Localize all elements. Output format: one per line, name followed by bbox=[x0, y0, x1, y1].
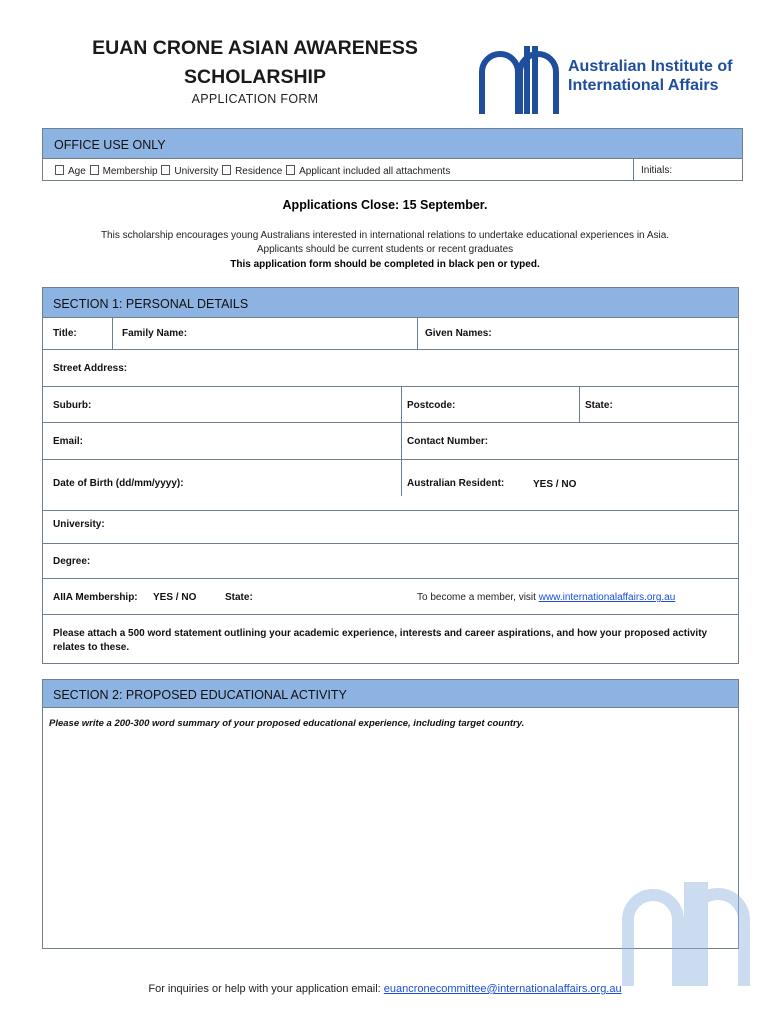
dob-field[interactable]: Date of Birth (dd/mm/yyyy): bbox=[53, 478, 184, 489]
intro-line-1: This scholarship encourages young Australians interested in international relations to undertake educational experiences in Asia. bbox=[100, 230, 670, 241]
postcode-field[interactable]: Postcode: bbox=[407, 400, 456, 411]
contact-number-field[interactable]: Contact Number: bbox=[407, 436, 489, 447]
member-state-field[interactable]: State: bbox=[225, 592, 253, 603]
email-field[interactable]: Email: bbox=[53, 436, 84, 447]
residence-checkbox[interactable] bbox=[222, 165, 231, 175]
section1-personal-details bbox=[42, 287, 739, 664]
residence-label: Residence bbox=[235, 166, 283, 177]
attach-statement-line-2: relates to these. bbox=[53, 642, 130, 653]
street-address-field[interactable]: Street Address: bbox=[53, 363, 128, 374]
attach-statement-line-1: Please attach a 500 word statement outlining your academic experience, interests and career aspirations, and how your proposed activity bbox=[53, 628, 708, 639]
membership-label: Membership bbox=[102, 166, 158, 177]
title-field[interactable]: Title: bbox=[53, 328, 77, 339]
committee-email-link[interactable]: euancronecommittee@internationalaffairs.org.au bbox=[383, 983, 622, 995]
age-checkbox[interactable] bbox=[55, 165, 64, 175]
suburb-field[interactable]: Suburb: bbox=[53, 400, 92, 411]
membership-yes-no[interactable]: YES / NO bbox=[153, 592, 197, 603]
office-use-heading: OFFICE USE ONLY bbox=[42, 128, 743, 159]
member-info: To become a member, visit www.internationalaffairs.org.au bbox=[417, 592, 676, 603]
resident-label: Australian Resident: bbox=[407, 478, 505, 489]
degree-field[interactable]: Degree: bbox=[53, 556, 91, 567]
footer-contact: For inquiries or help with your application email: euancronecommittee@internationalaffairs.org.au bbox=[148, 983, 622, 995]
office-use-row bbox=[42, 159, 743, 181]
form-title: EUAN CRONE ASIAN AWARENESS SCHOLARSHIP bbox=[92, 37, 418, 88]
given-names-field[interactable]: Given Names: bbox=[425, 328, 492, 339]
university-checkbox[interactable] bbox=[161, 165, 170, 175]
membership-checkbox[interactable] bbox=[90, 165, 99, 175]
attachments-label: Applicant included all attachments bbox=[299, 166, 451, 177]
applications-close: Applications Close: 15 September. bbox=[282, 198, 488, 212]
state-field[interactable]: State: bbox=[585, 400, 613, 411]
attachments-checkbox[interactable] bbox=[286, 165, 295, 175]
initials-field[interactable]: Initials: bbox=[641, 165, 673, 176]
university-label: University bbox=[174, 166, 219, 177]
form-subtitle: APPLICATION FORM bbox=[191, 92, 319, 106]
section1-heading: SECTION 1: PERSONAL DETAILS bbox=[42, 287, 739, 318]
aiia-watermark-icon bbox=[620, 876, 752, 986]
section2-heading: SECTION 2: PROPOSED EDUCATIONAL ACTIVITY bbox=[42, 679, 739, 708]
intro-line-2: Applicants should be current students or recent graduates bbox=[256, 244, 514, 255]
section2-instruction: Please write a 200-300 word summary of your proposed educational experience, including target country. bbox=[49, 718, 525, 729]
aiia-logo-icon bbox=[479, 42, 559, 114]
university-field[interactable]: University: bbox=[53, 519, 105, 530]
aiia-membership-label: AIIA Membership: bbox=[53, 592, 138, 603]
age-label: Age bbox=[68, 166, 86, 177]
membership-link[interactable]: www.internationalaffairs.org.au bbox=[538, 592, 676, 603]
resident-yes-no[interactable]: YES / NO bbox=[533, 479, 577, 490]
intro-line-3: This application form should be completed in black pen or typed. bbox=[230, 259, 540, 270]
aiia-logo-text: Australian Institute of International Affairs bbox=[568, 58, 733, 94]
family-name-field[interactable]: Family Name: bbox=[122, 328, 188, 339]
